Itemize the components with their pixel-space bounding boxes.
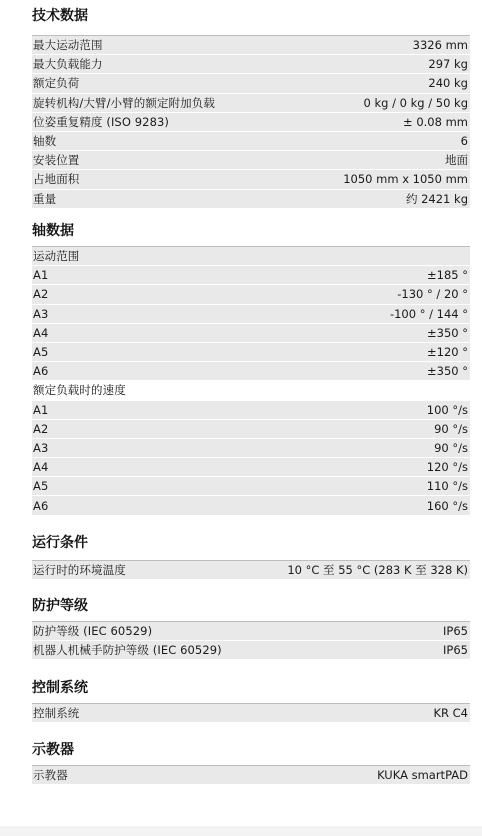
table-row	[32, 36, 470, 55]
row-label: 运行时的环境温度	[33, 563, 126, 578]
protection-table	[32, 621, 470, 660]
table-row	[32, 439, 470, 458]
axis-label: A6	[33, 364, 49, 379]
row-value: KUKA smartPAD	[377, 768, 468, 783]
tech-section	[32, 6, 470, 209]
table-row	[32, 343, 470, 362]
table-row	[32, 704, 470, 723]
row-value: 1050 mm x 1050 mm	[343, 172, 468, 187]
axis-label: A2	[33, 421, 49, 436]
axis-label: A2	[33, 287, 49, 302]
row-value: KR C4	[433, 706, 468, 721]
range-heading-row	[32, 247, 470, 266]
axis-label: A5	[33, 479, 49, 494]
table-row	[32, 324, 470, 343]
row-value: 10 °C 至 55 °C (283 K 至 328 K)	[287, 563, 468, 578]
row-value: ± 0.08 mm	[403, 114, 468, 129]
pendant-section	[32, 740, 470, 785]
axis-section-title: 轴数据	[32, 223, 74, 239]
tech-table	[32, 35, 470, 209]
table-row	[32, 477, 470, 496]
table-row	[32, 401, 470, 420]
page-footer-band	[0, 826, 482, 836]
row-label: 安装位置	[33, 153, 80, 168]
row-label: 额定负荷	[33, 76, 80, 91]
pendant-table	[32, 765, 470, 785]
table-row	[32, 458, 470, 477]
row-value: 0 kg / 0 kg / 50 kg	[363, 95, 468, 110]
row-label: 重量	[33, 191, 57, 206]
axis-value: ±120 °	[427, 345, 468, 360]
protection-section-title: 防护等级	[32, 598, 88, 614]
row-value: 地面	[445, 153, 468, 168]
row-label: 占地面积	[33, 172, 80, 187]
range-heading: 运动范围	[33, 249, 80, 264]
axis-section	[32, 221, 470, 516]
row-value: 240 kg	[428, 76, 468, 91]
axis-label: A3	[33, 306, 49, 321]
row-label: 轴数	[33, 134, 57, 149]
table-row	[32, 561, 470, 580]
row-label: 最大负载能力	[33, 57, 103, 72]
tech-section-title: 技术数据	[32, 8, 88, 24]
table-row	[32, 94, 470, 113]
row-label: 机器人机械手防护等级 (IEC 60529)	[33, 643, 222, 658]
row-value: IP65	[443, 624, 468, 639]
table-row	[32, 190, 470, 209]
row-value: 约 2421 kg	[405, 191, 468, 206]
table-row	[32, 305, 470, 324]
axis-label: A1	[33, 268, 49, 283]
axis-label: A3	[33, 440, 49, 455]
axis-label: A4	[33, 460, 49, 475]
axis-value: 110 °/s	[426, 479, 468, 494]
operating-table	[32, 560, 470, 580]
row-value: 6	[460, 134, 468, 149]
axis-label: A6	[33, 498, 49, 513]
row-label: 位姿重复精度 (ISO 9283)	[33, 114, 169, 129]
table-row	[32, 151, 470, 170]
speed-heading-row	[32, 381, 470, 400]
axis-value: 90 °/s	[434, 421, 468, 436]
table-row	[32, 766, 470, 785]
speed-heading: 额定负载时的速度	[33, 383, 126, 398]
table-row	[32, 170, 470, 189]
row-value: 297 kg	[428, 57, 468, 72]
table-row	[32, 74, 470, 93]
control-section-title: 控制系统	[32, 680, 88, 696]
row-label: 控制系统	[33, 706, 80, 721]
operating-section-title: 运行条件	[32, 535, 88, 551]
row-value: 3326 mm	[412, 38, 468, 53]
axis-table	[32, 246, 470, 516]
table-row	[32, 496, 470, 515]
axis-value: ±185 °	[427, 268, 468, 283]
axis-value: -100 ° / 144 °	[389, 306, 468, 321]
row-label: 旋转机构/大臂/小臂的额定附加负载	[33, 95, 215, 110]
table-row	[32, 55, 470, 74]
axis-value: -130 ° / 20 °	[397, 287, 468, 302]
axis-value: ±350 °	[427, 364, 468, 379]
table-row	[32, 641, 470, 660]
table-row	[32, 420, 470, 439]
axis-value: 160 °/s	[426, 498, 468, 513]
axis-value: ±350 °	[427, 325, 468, 340]
table-row	[32, 113, 470, 132]
control-table	[32, 703, 470, 723]
axis-label: A1	[33, 402, 49, 417]
control-section	[32, 678, 470, 723]
table-row	[32, 285, 470, 304]
axis-label: A5	[33, 345, 49, 360]
axis-label: A4	[33, 325, 49, 340]
table-row	[32, 362, 470, 381]
row-label: 示教器	[33, 768, 68, 783]
row-label: 防护等级 (IEC 60529)	[33, 624, 153, 639]
pendant-section-title: 示教器	[32, 742, 74, 758]
protection-section	[32, 596, 470, 660]
row-label: 最大运动范围	[33, 38, 103, 53]
axis-value: 120 °/s	[426, 460, 468, 475]
table-row	[32, 266, 470, 285]
axis-value: 100 °/s	[426, 402, 468, 417]
row-value: IP65	[443, 643, 468, 658]
table-row	[32, 622, 470, 641]
operating-section	[32, 533, 470, 580]
table-row	[32, 132, 470, 151]
axis-value: 90 °/s	[434, 440, 468, 455]
